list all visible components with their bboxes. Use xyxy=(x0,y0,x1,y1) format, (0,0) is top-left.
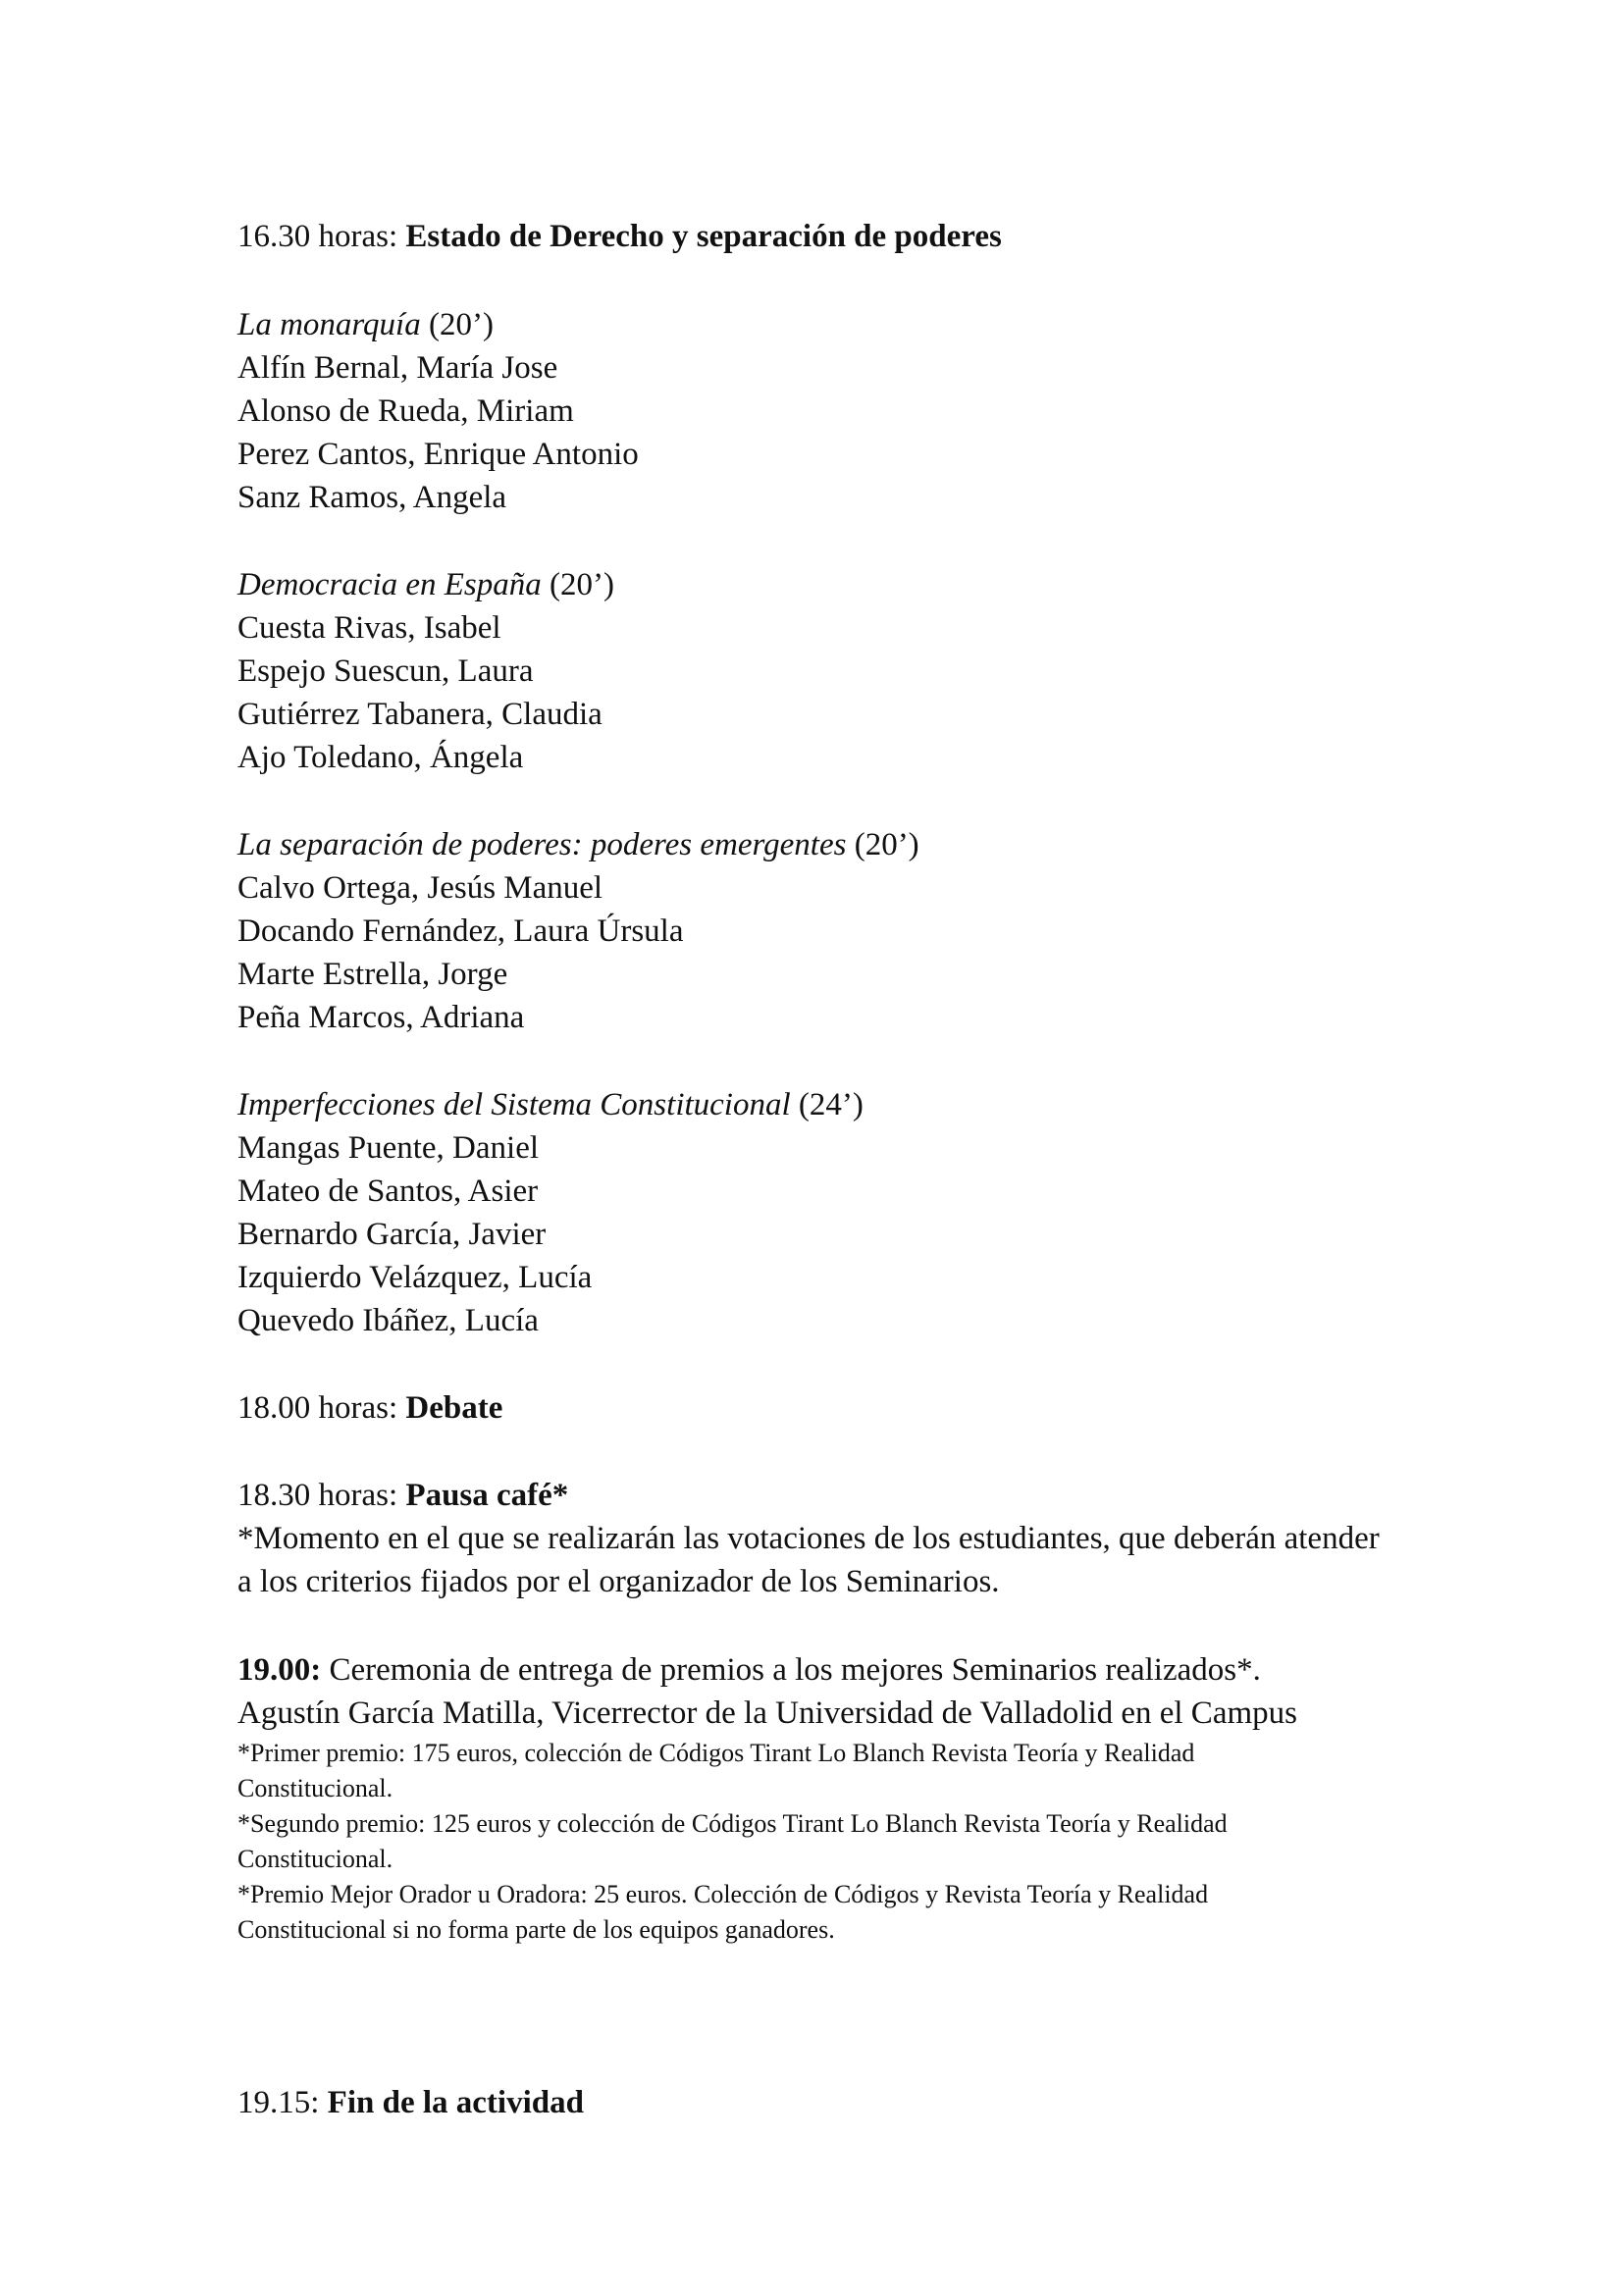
member-name: Mateo de Santos, Asier xyxy=(237,1174,539,1209)
session-title: Estado de Derecho y separación de poderes xyxy=(405,219,1002,254)
member-name: Espejo Suescun, Laura xyxy=(237,653,534,689)
member-name: Perez Cantos, Enrique Antonio xyxy=(237,437,639,472)
group-heading xyxy=(237,303,494,346)
member-name: Ajo Toledano, Ángela xyxy=(237,740,524,775)
prize-line: *Premio Mejor Orador u Oradora: 25 euros. Colección de Códigos y Revista Teoría y Realidad xyxy=(237,1880,1209,1908)
session-note: *Momento en el que se realizarán las votaciones de los estudiantes, que deberán atender xyxy=(237,1521,1380,1556)
member-name: Izquierdo Velázquez, Lucía xyxy=(237,1260,593,1295)
session-title: Fin de la actividad xyxy=(327,2085,584,2120)
member-name: Sanz Ramos, Angela xyxy=(237,480,507,515)
member-name: Alfín Bernal, María Jose xyxy=(237,350,558,386)
session-title: Pausa café* xyxy=(405,1478,569,1513)
group-topic: Democracia en España xyxy=(237,567,542,602)
session-time: 19.00: xyxy=(237,1652,322,1688)
session-heading xyxy=(237,1474,568,1517)
session-time: 19.15: xyxy=(237,2085,320,2120)
group-heading xyxy=(237,823,919,866)
member-name: Cuesta Rivas, Isabel xyxy=(237,610,501,646)
session-note: a los criterios fijados por el organizador de los Seminarios. xyxy=(237,1564,1000,1599)
prize-line: Constitucional. xyxy=(237,1774,393,1802)
prize-line: Constitucional si no forma parte de los equipos ganadores. xyxy=(237,1915,835,1944)
group-duration: (24’) xyxy=(798,1087,864,1122)
group-topic: La monarquía xyxy=(237,307,421,342)
group-duration: (20’) xyxy=(428,307,494,342)
group-heading xyxy=(237,1083,864,1126)
session-heading xyxy=(237,1386,502,1430)
group-topic: Imperfecciones del Sistema Constitucional xyxy=(237,1087,791,1122)
member-name: Gutiérrez Tabanera, Claudia xyxy=(237,697,602,732)
session-title: Ceremonia de entrega de premios a los mejores Seminarios realizados*. xyxy=(329,1652,1261,1688)
session-time: 18.30 horas: xyxy=(237,1478,398,1513)
prize-line: *Segundo premio: 125 euros y colección de Códigos Tirant Lo Blanch Revista Teoría y Realidad xyxy=(237,1809,1228,1838)
session-heading xyxy=(237,215,1002,258)
member-name: Calvo Ortega, Jesús Manuel xyxy=(237,870,603,906)
member-name: Bernardo García, Javier xyxy=(237,1217,547,1252)
session-time: 16.30 horas: xyxy=(237,219,398,254)
group-heading xyxy=(237,563,614,606)
session-heading xyxy=(237,1648,1261,1692)
member-name: Peña Marcos, Adriana xyxy=(237,1000,525,1035)
session-time: 18.00 horas: xyxy=(237,1390,398,1426)
prize-line: Constitucional. xyxy=(237,1845,393,1873)
presenter: Agustín García Matilla, Vicerrector de la Universidad de Valladolid en el Campus xyxy=(237,1695,1297,1731)
member-name: Alonso de Rueda, Miriam xyxy=(237,393,574,429)
group-duration: (20’) xyxy=(854,827,919,862)
member-name: Quevedo Ibáñez, Lucía xyxy=(237,1303,539,1338)
prize-line: *Primer premio: 175 euros, colección de Códigos Tirant Lo Blanch Revista Teoría y Realidad xyxy=(237,1739,1195,1767)
member-name: Docando Fernández, Laura Úrsula xyxy=(237,913,684,949)
member-name: Marte Estrella, Jorge xyxy=(237,957,508,992)
group-topic: La separación de poderes: poderes emergentes xyxy=(237,827,847,862)
member-name: Mangas Puente, Daniel xyxy=(237,1130,540,1166)
session-title: Debate xyxy=(405,1390,503,1426)
session-heading xyxy=(237,2081,584,2124)
group-duration: (20’) xyxy=(550,567,614,602)
